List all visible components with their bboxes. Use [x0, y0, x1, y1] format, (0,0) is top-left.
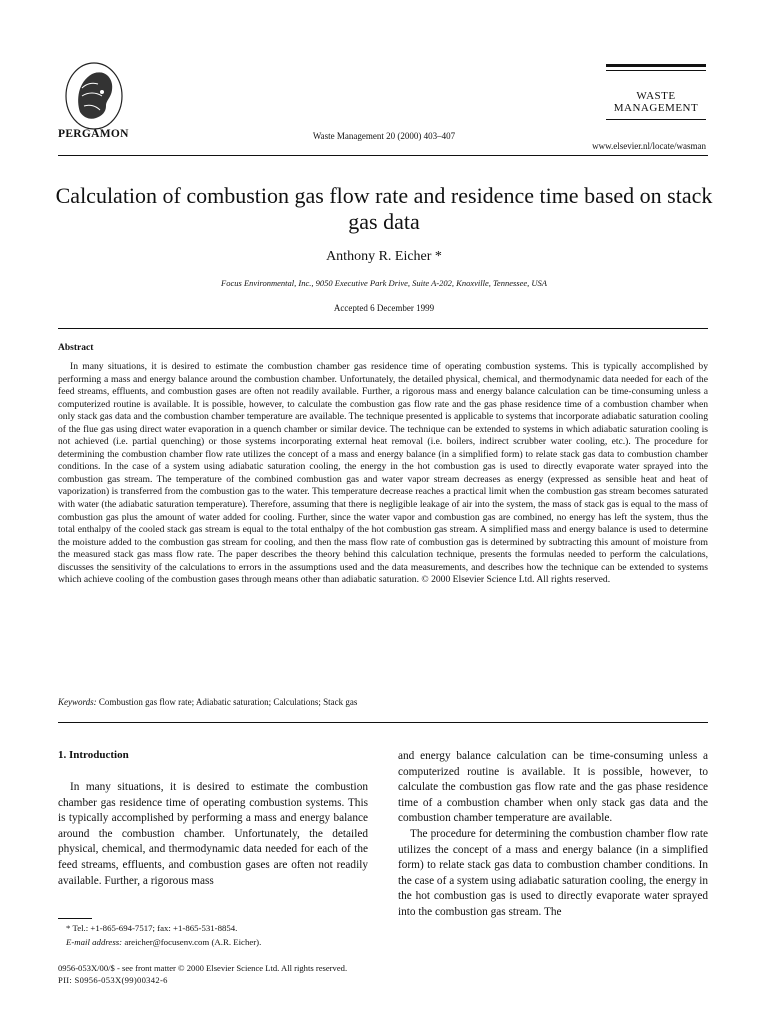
article-title: Calculation of combustion gas flow rate and residence time based on stack gas data: [55, 183, 713, 234]
journal-title-line2: MANAGEMENT: [613, 102, 699, 114]
email-address[interactable]: areicher@focusenv.com (A.R. Eicher).: [124, 937, 262, 947]
journal-title-rule-bottom: [606, 119, 706, 120]
pergamon-logo-icon: [62, 60, 126, 132]
journal-citation: Waste Management 20 (2000) 403–407: [312, 131, 456, 141]
footnote-contact: * Tel.: +1-865-694-7517; fax: +1-865-531-8854.: [66, 923, 238, 933]
abstract-top-divider: [58, 328, 708, 329]
front-matter-copyright: 0956-053X/00/$ - see front matter © 2000 Elsevier Science Ltd. All rights reserved.: [58, 963, 348, 973]
keywords-label: Keywords:: [58, 697, 97, 707]
abstract-text: In many situations, it is desired to estimate the combustion chamber gas residence time of operating combustion systems. This is typically accomplished by performing a mass and energy balance around the combustion chamber. Unfortunately, the detailed physical, chemical, and thermodynamic data needed for each of the feed streams, effluents, and combustion gases are often not readily available. Further, a rigorous mass and energy balance calculation can be time-consuming unless a computerized routine is available. It is possible, however, to calculate the combustion gas flow rate and the gas phase residence time of a combustion chamber when only stack gas data and the combustion chamber temperature are available. The technique presented is applicable to systems that incorporate adiabatic saturation cooling of the flue gas using direct water evaporation in a quench chamber or similar device. The technique can be extended to systems in which adiabatic saturation cooling is not achieved (i.e. partial quenching) or those systems incorporating external heat removal (i.e. boilers, indirect scrubber water cooling, etc.). The procedure for determining the combustion chamber flow rate utilizes the concept of a mass and energy balance (in a simplified form) to relate stack gas data to combustion chamber conditions. In the case of a system using adiabatic saturation cooling, the energy in the hot combustion gas is used to directly evaporate water sprayed into the combustion gas stream. The temperature of the combined combustion gas and water vapor stream decreases as energy (expressed as sensible heat and heat of vaporization) is transferred from the combustion gas to the water. This temperature decrease reaches a practical limit when the combustion gas stream becomes saturated with water (the adiabatic saturation temperature). Therefore, assuming that there is negligible leakage of air into the system, the mass of stack gas is equal to the mass of combustion gas plus the amount of water added for cooling. Further, since the water vapor and combustion gas are combined, no energy has left the system, thus the total enthalpy of the cooled stack gas stream is equal to the total enthalpy of the hot combustion gas stream. A simplified mass and energy balance is used to determine the moisture added to the combustion gas stream for cooling, and then the mass flow rate of combustion gas is determined by subtracting this amount of moisture from the measured stack gas mass flow rate. The paper describes the theory behind this calculation technique, presents the formulas needed to perform the calculations, discusses the sensitivity of the calculations to errors in the assumptions used and the data measurements, and describes how the technique can be extended to systems which achieve cooling of the combustion gases through means other than adiabatic saturation. © 2000 Elsevier Science Ltd. All rights reserved.: [58, 361, 708, 586]
intro-left-column-text: In many situations, it is desired to estimate the combustion chamber gas residence time of operating combustion systems. This is typically accomplished by performing a mass and energy balance around the combustion chamber. Unfortunately, the detailed physical, chemical, and thermodynamic data needed for each of the feed streams, effluents, and combustion gases are often not readily available. Further, a rigorous mass: [58, 781, 368, 887]
publisher-name: PERGAMON: [58, 128, 129, 140]
abstract-bottom-divider: [58, 722, 708, 723]
intro-right-column: [398, 749, 708, 921]
intro-right-paragraph-2: The procedure for determining the combustion chamber flow rate utilizes the concept of a mass and energy balance (in a simplified form) to relate stack gas data to combustion chamber conditions. In the case of a system using adiabatic saturation cooling, the energy in the hot combustion gas is used to directly evaporate water sprayed into the combustion gas stream. The: [398, 827, 708, 918]
journal-title-rule-top: [606, 64, 706, 67]
keywords: [58, 697, 357, 707]
abstract-heading: Abstract: [58, 343, 94, 353]
footnote-email: [66, 937, 261, 947]
journal-title-line1: WASTE: [636, 90, 676, 102]
header-divider: [58, 155, 708, 156]
footnote-divider: [58, 918, 92, 919]
author-affiliation: Focus Environmental, Inc., 9050 Executive Park Drive, Suite A-202, Knoxville, Tennessee, USA: [221, 278, 547, 288]
journal-title: [590, 90, 722, 114]
front-matter-pii: PII: S0956-053X(99)00342-6: [58, 975, 168, 985]
accepted-date: Accepted 6 December 1999: [333, 303, 435, 313]
journal-url[interactable]: www.elsevier.nl/locate/wasman: [592, 141, 706, 151]
journal-title-rule-thin: [606, 70, 706, 71]
keywords-list: Combustion gas flow rate; Adiabatic saturation; Calculations; Stack gas: [98, 697, 358, 707]
email-label: E-mail address:: [66, 937, 123, 947]
intro-right-paragraph-1: and energy balance calculation can be time-consuming unless a computerized routine is available. It is possible, however, to calculate the combustion gas flow rate and the gas phase residence time of a combustion chamber when only stack gas data and the combustion chamber temperature are available.: [398, 750, 708, 825]
article-author: Anthony R. Eicher *: [326, 249, 442, 264]
section-heading-introduction: 1. Introduction: [58, 749, 129, 761]
